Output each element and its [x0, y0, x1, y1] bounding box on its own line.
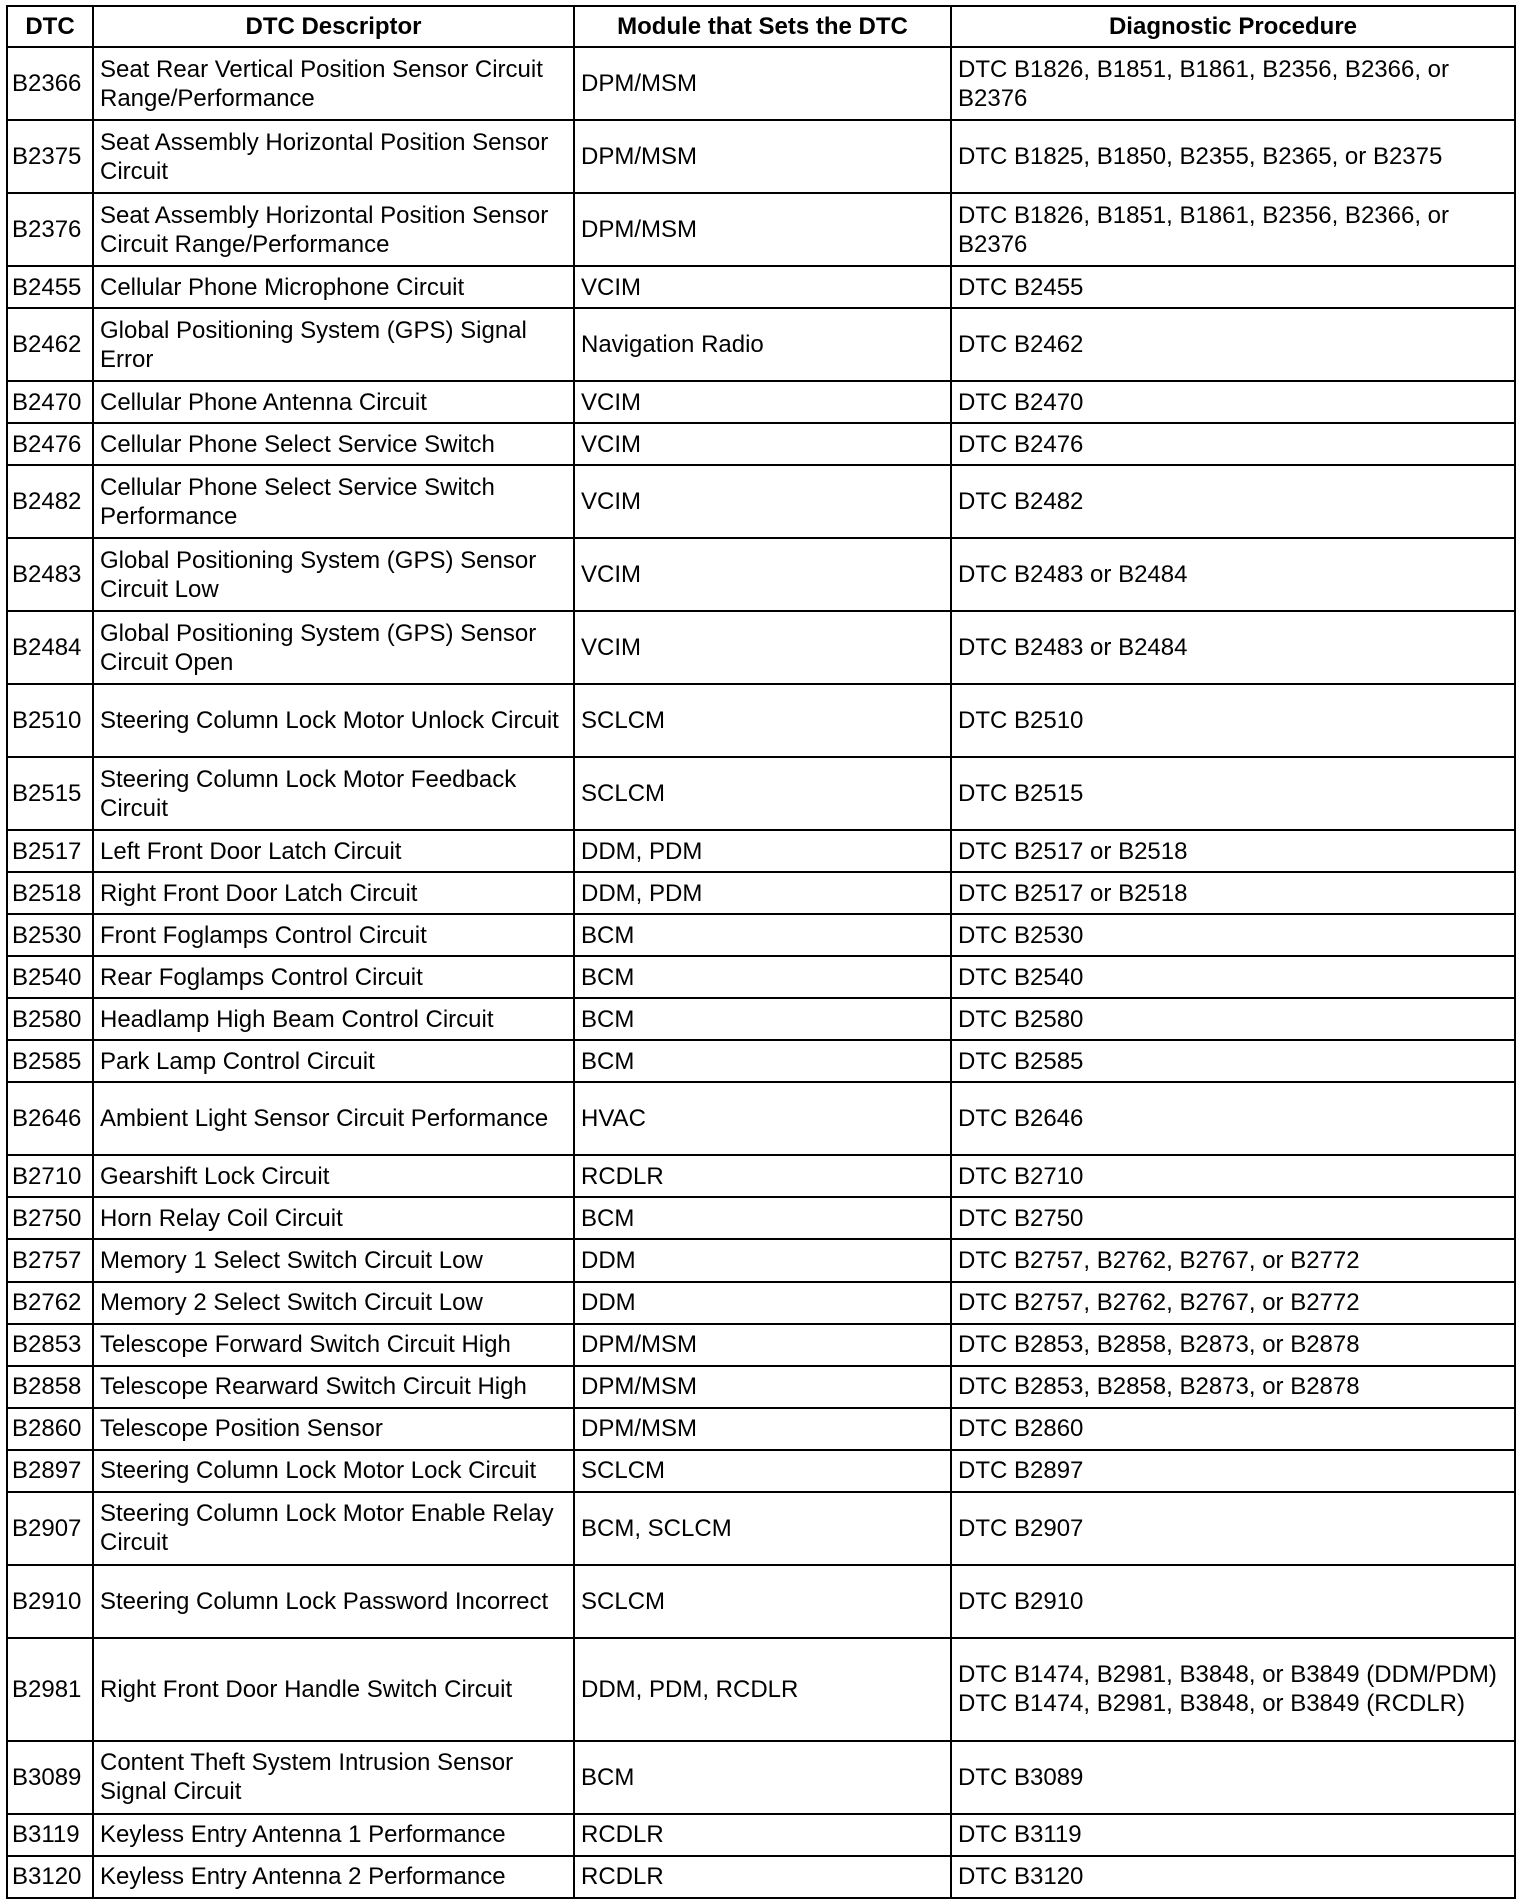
dtc-descriptor-cell: Seat Rear Vertical Position Sensor Circuit Range/Performance: [93, 47, 574, 120]
module-cell: DDM: [574, 1282, 951, 1324]
dtc-code-cell: B2858: [7, 1366, 93, 1408]
dtc-descriptor-cell: Headlamp High Beam Control Circuit: [93, 998, 574, 1040]
dtc-descriptor-cell: Memory 1 Select Switch Circuit Low: [93, 1239, 574, 1281]
dtc-code-cell: B2860: [7, 1408, 93, 1450]
module-cell: SCLCM: [574, 757, 951, 830]
dtc-code-cell: B2455: [7, 266, 93, 308]
diagnostic-procedure-cell: DTC B3120: [951, 1856, 1515, 1898]
diagnostic-procedure-cell: DTC B2510: [951, 684, 1515, 757]
module-cell: BCM: [574, 1197, 951, 1239]
dtc-descriptor-cell: Keyless Entry Antenna 2 Performance: [93, 1856, 574, 1898]
dtc-code-cell: B2750: [7, 1197, 93, 1239]
diagnostic-procedure-cell: DTC B2580: [951, 998, 1515, 1040]
diagnostic-procedure-cell: DTC B2860: [951, 1408, 1515, 1450]
diagnostic-procedure-cell: DTC B2757, B2762, B2767, or B2772: [951, 1239, 1515, 1281]
diagnostic-procedure-cell: DTC B1474, B2981, B3848, or B3849 (DDM/PDM) DTC B1474, B2981, B3848, or B3849 (RCDLR): [951, 1638, 1515, 1741]
module-cell: VCIM: [574, 465, 951, 538]
module-cell: Navigation Radio: [574, 308, 951, 381]
dtc-code-cell: B2366: [7, 47, 93, 120]
module-cell: DPM/MSM: [574, 120, 951, 193]
dtc-code-cell: B2646: [7, 1082, 93, 1155]
dtc-descriptor-cell: Steering Column Lock Motor Lock Circuit: [93, 1450, 574, 1492]
table-row: [7, 1565, 1515, 1638]
diagnostic-procedure-cell: DTC B2462: [951, 308, 1515, 381]
diagnostic-procedure-cell: DTC B2455: [951, 266, 1515, 308]
table-row: [7, 757, 1515, 830]
module-cell: DPM/MSM: [574, 1324, 951, 1366]
column-header-procedure: Diagnostic Procedure: [951, 6, 1515, 47]
diagnostic-procedure-cell: DTC B2853, B2858, B2873, or B2878: [951, 1324, 1515, 1366]
module-cell: DDM, PDM: [574, 872, 951, 914]
module-cell: DPM/MSM: [574, 193, 951, 266]
dtc-descriptor-cell: Cellular Phone Select Service Switch Performance: [93, 465, 574, 538]
table-row: [7, 266, 1515, 308]
dtc-descriptor-cell: Telescope Position Sensor: [93, 1408, 574, 1450]
dtc-descriptor-cell: Cellular Phone Select Service Switch: [93, 423, 574, 465]
table-row: [7, 47, 1515, 120]
module-cell: VCIM: [574, 538, 951, 611]
dtc-code-cell: B2907: [7, 1492, 93, 1565]
table-row: [7, 1408, 1515, 1450]
diagnostic-procedure-cell: DTC B2483 or B2484: [951, 611, 1515, 684]
dtc-descriptor-cell: Global Positioning System (GPS) Sensor Circuit Open: [93, 611, 574, 684]
dtc-code-cell: B2530: [7, 914, 93, 956]
dtc-descriptor-cell: Global Positioning System (GPS) Signal Error: [93, 308, 574, 381]
module-cell: VCIM: [574, 611, 951, 684]
module-cell: BCM: [574, 998, 951, 1040]
module-cell: SCLCM: [574, 1565, 951, 1638]
dtc-descriptor-cell: Telescope Rearward Switch Circuit High: [93, 1366, 574, 1408]
table-row: [7, 465, 1515, 538]
dtc-descriptor-cell: Right Front Door Latch Circuit: [93, 872, 574, 914]
table-row: [7, 1450, 1515, 1492]
table-row: [7, 1856, 1515, 1898]
module-cell: RCDLR: [574, 1856, 951, 1898]
diagnostic-procedure-cell: DTC B2517 or B2518: [951, 872, 1515, 914]
table-row: [7, 830, 1515, 872]
diagnostic-procedure-cell: DTC B1826, B1851, B1861, B2356, B2366, or B2376: [951, 47, 1515, 120]
module-cell: BCM: [574, 956, 951, 998]
dtc-code-cell: B2853: [7, 1324, 93, 1366]
dtc-descriptor-cell: Rear Foglamps Control Circuit: [93, 956, 574, 998]
module-cell: DPM/MSM: [574, 1408, 951, 1450]
module-cell: RCDLR: [574, 1155, 951, 1197]
table-row: [7, 1082, 1515, 1155]
dtc-descriptor-cell: Ambient Light Sensor Circuit Performance: [93, 1082, 574, 1155]
module-cell: BCM, SCLCM: [574, 1492, 951, 1565]
dtc-code-cell: B2518: [7, 872, 93, 914]
module-cell: VCIM: [574, 266, 951, 308]
table-row: [7, 1282, 1515, 1324]
dtc-code-cell: B2376: [7, 193, 93, 266]
module-cell: DPM/MSM: [574, 47, 951, 120]
dtc-code-cell: B2470: [7, 381, 93, 423]
dtc-descriptor-cell: Gearshift Lock Circuit: [93, 1155, 574, 1197]
dtc-code-cell: B2910: [7, 1565, 93, 1638]
dtc-descriptor-cell: Steering Column Lock Motor Enable Relay Circuit: [93, 1492, 574, 1565]
dtc-descriptor-cell: Park Lamp Control Circuit: [93, 1040, 574, 1082]
dtc-code-cell: B2462: [7, 308, 93, 381]
dtc-code-cell: B2981: [7, 1638, 93, 1741]
table-row: [7, 1638, 1515, 1741]
table-row: [7, 611, 1515, 684]
table-row: [7, 998, 1515, 1040]
column-header-dtc: DTC: [7, 6, 93, 47]
module-cell: BCM: [574, 1741, 951, 1814]
dtc-code-cell: B2510: [7, 684, 93, 757]
table-row: [7, 1741, 1515, 1814]
dtc-descriptor-cell: Steering Column Lock Motor Unlock Circuit: [93, 684, 574, 757]
table-row: [7, 1814, 1515, 1856]
table-row: [7, 1492, 1515, 1565]
table-row: [7, 308, 1515, 381]
dtc-descriptor-cell: Cellular Phone Microphone Circuit: [93, 266, 574, 308]
module-cell: VCIM: [574, 423, 951, 465]
table-row: [7, 1040, 1515, 1082]
table-row: [7, 1197, 1515, 1239]
table-row: [7, 538, 1515, 611]
dtc-code-cell: B2710: [7, 1155, 93, 1197]
dtc-code-cell: B2476: [7, 423, 93, 465]
dtc-code-cell: B2375: [7, 120, 93, 193]
diagnostic-procedure-cell: DTC B2517 or B2518: [951, 830, 1515, 872]
diagnostic-procedure-cell: DTC B2585: [951, 1040, 1515, 1082]
dtc-code-cell: B2517: [7, 830, 93, 872]
dtc-code-cell: B3120: [7, 1856, 93, 1898]
dtc-code-cell: B3119: [7, 1814, 93, 1856]
diagnostic-procedure-cell: DTC B2483 or B2484: [951, 538, 1515, 611]
dtc-code-cell: B2580: [7, 998, 93, 1040]
module-cell: SCLCM: [574, 684, 951, 757]
dtc-descriptor-cell: Keyless Entry Antenna 1 Performance: [93, 1814, 574, 1856]
diagnostic-procedure-cell: DTC B3089: [951, 1741, 1515, 1814]
diagnostic-procedure-cell: DTC B2710: [951, 1155, 1515, 1197]
dtc-code-cell: B2483: [7, 538, 93, 611]
table-row: [7, 423, 1515, 465]
dtc-code-cell: B2484: [7, 611, 93, 684]
table-row: [7, 120, 1515, 193]
table-row: [7, 1324, 1515, 1366]
diagnostic-procedure-cell: DTC B2476: [951, 423, 1515, 465]
dtc-code-cell: B3089: [7, 1741, 93, 1814]
dtc-code-cell: B2540: [7, 956, 93, 998]
module-cell: DDM, PDM, RCDLR: [574, 1638, 951, 1741]
dtc-descriptor-cell: Global Positioning System (GPS) Sensor Circuit Low: [93, 538, 574, 611]
module-cell: VCIM: [574, 381, 951, 423]
table-row: [7, 1239, 1515, 1281]
dtc-descriptor-cell: Memory 2 Select Switch Circuit Low: [93, 1282, 574, 1324]
module-cell: DPM/MSM: [574, 1366, 951, 1408]
dtc-descriptor-cell: Telescope Forward Switch Circuit High: [93, 1324, 574, 1366]
dtc-descriptor-cell: Content Theft System Intrusion Sensor Signal Circuit: [93, 1741, 574, 1814]
dtc-descriptor-cell: Cellular Phone Antenna Circuit: [93, 381, 574, 423]
table-row: [7, 1155, 1515, 1197]
diagnostic-procedure-cell: DTC B3119: [951, 1814, 1515, 1856]
dtc-table: [6, 5, 1516, 1899]
dtc-code-cell: B2515: [7, 757, 93, 830]
diagnostic-procedure-cell: DTC B2910: [951, 1565, 1515, 1638]
diagnostic-procedure-cell: DTC B1826, B1851, B1861, B2356, B2366, or B2376: [951, 193, 1515, 266]
module-cell: BCM: [574, 1040, 951, 1082]
dtc-descriptor-cell: Seat Assembly Horizontal Position Sensor Circuit: [93, 120, 574, 193]
module-cell: HVAC: [574, 1082, 951, 1155]
diagnostic-procedure-cell: DTC B2646: [951, 1082, 1515, 1155]
diagnostic-procedure-cell: DTC B2897: [951, 1450, 1515, 1492]
dtc-code-cell: B2585: [7, 1040, 93, 1082]
module-cell: RCDLR: [574, 1814, 951, 1856]
table-row: [7, 1366, 1515, 1408]
dtc-descriptor-cell: Left Front Door Latch Circuit: [93, 830, 574, 872]
table-row: [7, 684, 1515, 757]
dtc-descriptor-cell: Steering Column Lock Password Incorrect: [93, 1565, 574, 1638]
table-row: [7, 381, 1515, 423]
dtc-descriptor-cell: Seat Assembly Horizontal Position Sensor Circuit Range/Performance: [93, 193, 574, 266]
dtc-descriptor-cell: Front Foglamps Control Circuit: [93, 914, 574, 956]
module-cell: BCM: [574, 914, 951, 956]
module-cell: DDM, PDM: [574, 830, 951, 872]
column-header-module: Module that Sets the DTC: [574, 6, 951, 47]
table-body: [7, 47, 1515, 1898]
diagnostic-procedure-cell: DTC B2470: [951, 381, 1515, 423]
module-cell: DDM: [574, 1239, 951, 1281]
diagnostic-procedure-cell: DTC B2750: [951, 1197, 1515, 1239]
table-row: [7, 956, 1515, 998]
table-row: [7, 914, 1515, 956]
dtc-descriptor-cell: Horn Relay Coil Circuit: [93, 1197, 574, 1239]
diagnostic-procedure-cell: DTC B2530: [951, 914, 1515, 956]
diagnostic-procedure-cell: DTC B2907: [951, 1492, 1515, 1565]
column-header-descriptor: DTC Descriptor: [93, 6, 574, 47]
dtc-code-cell: B2762: [7, 1282, 93, 1324]
table-header-row: [7, 6, 1515, 47]
dtc-descriptor-cell: Steering Column Lock Motor Feedback Circuit: [93, 757, 574, 830]
diagnostic-procedure-cell: DTC B2540: [951, 956, 1515, 998]
table-row: [7, 193, 1515, 266]
diagnostic-procedure-cell: DTC B2757, B2762, B2767, or B2772: [951, 1282, 1515, 1324]
dtc-code-cell: B2897: [7, 1450, 93, 1492]
table-row: [7, 872, 1515, 914]
dtc-code-cell: B2482: [7, 465, 93, 538]
diagnostic-procedure-cell: DTC B1825, B1850, B2355, B2365, or B2375: [951, 120, 1515, 193]
dtc-descriptor-cell: Right Front Door Handle Switch Circuit: [93, 1638, 574, 1741]
dtc-code-cell: B2757: [7, 1239, 93, 1281]
module-cell: SCLCM: [574, 1450, 951, 1492]
diagnostic-procedure-cell: DTC B2482: [951, 465, 1515, 538]
diagnostic-procedure-cell: DTC B2515: [951, 757, 1515, 830]
diagnostic-procedure-cell: DTC B2853, B2858, B2873, or B2878: [951, 1366, 1515, 1408]
